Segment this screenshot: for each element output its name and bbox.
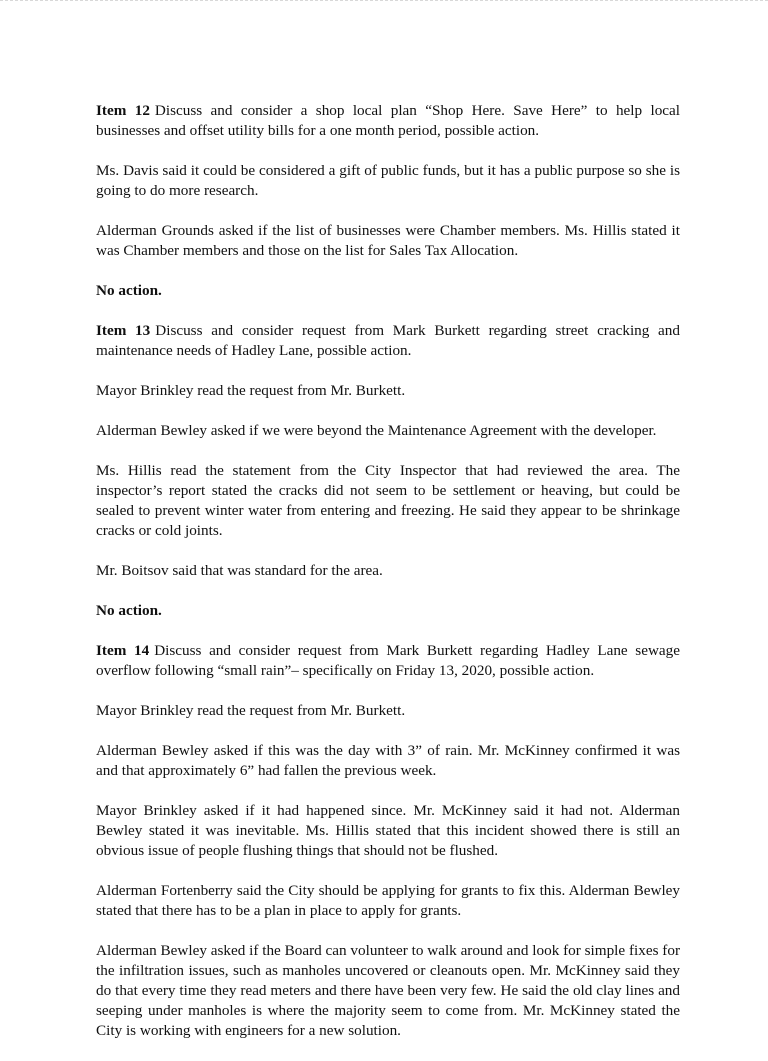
grounds-paragraph: Alderman Grounds asked if the list of businesses were Chamber members. Ms. Hillis stated it was Chamber members and those on the list for Sales Tax Allocation. — [96, 222, 680, 259]
davis-paragraph: Ms. Davis said it could be considered a gift of public funds, but it has a public purpose so she is going to do more research. — [96, 162, 680, 199]
bewley-maintenance-paragraph: Alderman Bewley asked if we were beyond the Maintenance Agreement with the developer. — [96, 422, 657, 439]
volunteer-paragraph: Alderman Bewley asked if the Board can volunteer to walk around and look for simple fixes for the infiltration issues, such as manholes uncovered or cleanouts open. Mr. McKinney said they do that every time they read meters and there have been very few. He said the old clay lines and seeping under manholes is where the majority seem to come from. Mr. McKinney stated the City is working with engineers for a new solution. — [96, 942, 680, 1039]
document-body — [96, 101, 680, 1061]
boitsov-paragraph: Mr. Boitsov said that was standard for the area. — [96, 562, 383, 579]
page-top-edge — [0, 0, 768, 5]
item-14-text: Discuss and consider request from Mark Burkett regarding Hadley Lane sewage overflow following “small rain”– specifically on Friday 13, 2020, possible action. — [96, 642, 680, 679]
brinkley-read-paragraph-2: Mayor Brinkley read the request from Mr. Burkett. — [96, 702, 406, 719]
item-13-outcome: No action. — [96, 602, 162, 619]
item-13-paragraph — [96, 321, 680, 361]
inspector-paragraph: Ms. Hillis read the statement from the City Inspector that had reviewed the area. The inspector’s report stated the cracks did not seem to be settlement or heaving, but could be sealed to prevent winter water from entering and freezing. He said they appear to be shrinkage cracks or cold joints. — [96, 462, 680, 539]
item-13-label: Item 13 — [96, 322, 151, 339]
rain-paragraph: Alderman Bewley asked if this was the day with 3” of rain. Mr. McKinney confirmed it was and that approximately 6” had fallen the previous week. — [96, 742, 680, 779]
item-13-text: Discuss and consider request from Mark Burkett regarding street cracking and maintenance needs of Hadley Lane, possible action. — [96, 322, 680, 359]
item-12-paragraph — [96, 101, 680, 141]
brinkley-read-paragraph: Mayor Brinkley read the request from Mr. Burkett. — [96, 382, 406, 399]
item-12-text: Discuss and consider a shop local plan “Shop Here. Save Here” to help local businesses and offset utility bills for a one month period, possible action. — [96, 102, 680, 139]
item-14-label: Item 14 — [96, 642, 150, 659]
grants-paragraph: Alderman Fortenberry said the City should be applying for grants to fix this. Alderman Bewley stated that there has to be a plan in place to apply for grants. — [96, 882, 680, 919]
item-14-paragraph — [96, 641, 680, 681]
item-12-outcome: No action. — [96, 282, 162, 299]
since-paragraph: Mayor Brinkley asked if it had happened since. Mr. McKinney said it had not. Alderman Bewley stated it was inevitable. Ms. Hillis stated that this incident showed there is still an obvious issue of people flushing things that should not be flushed. — [96, 802, 680, 859]
item-12-label: Item 12 — [96, 102, 150, 119]
